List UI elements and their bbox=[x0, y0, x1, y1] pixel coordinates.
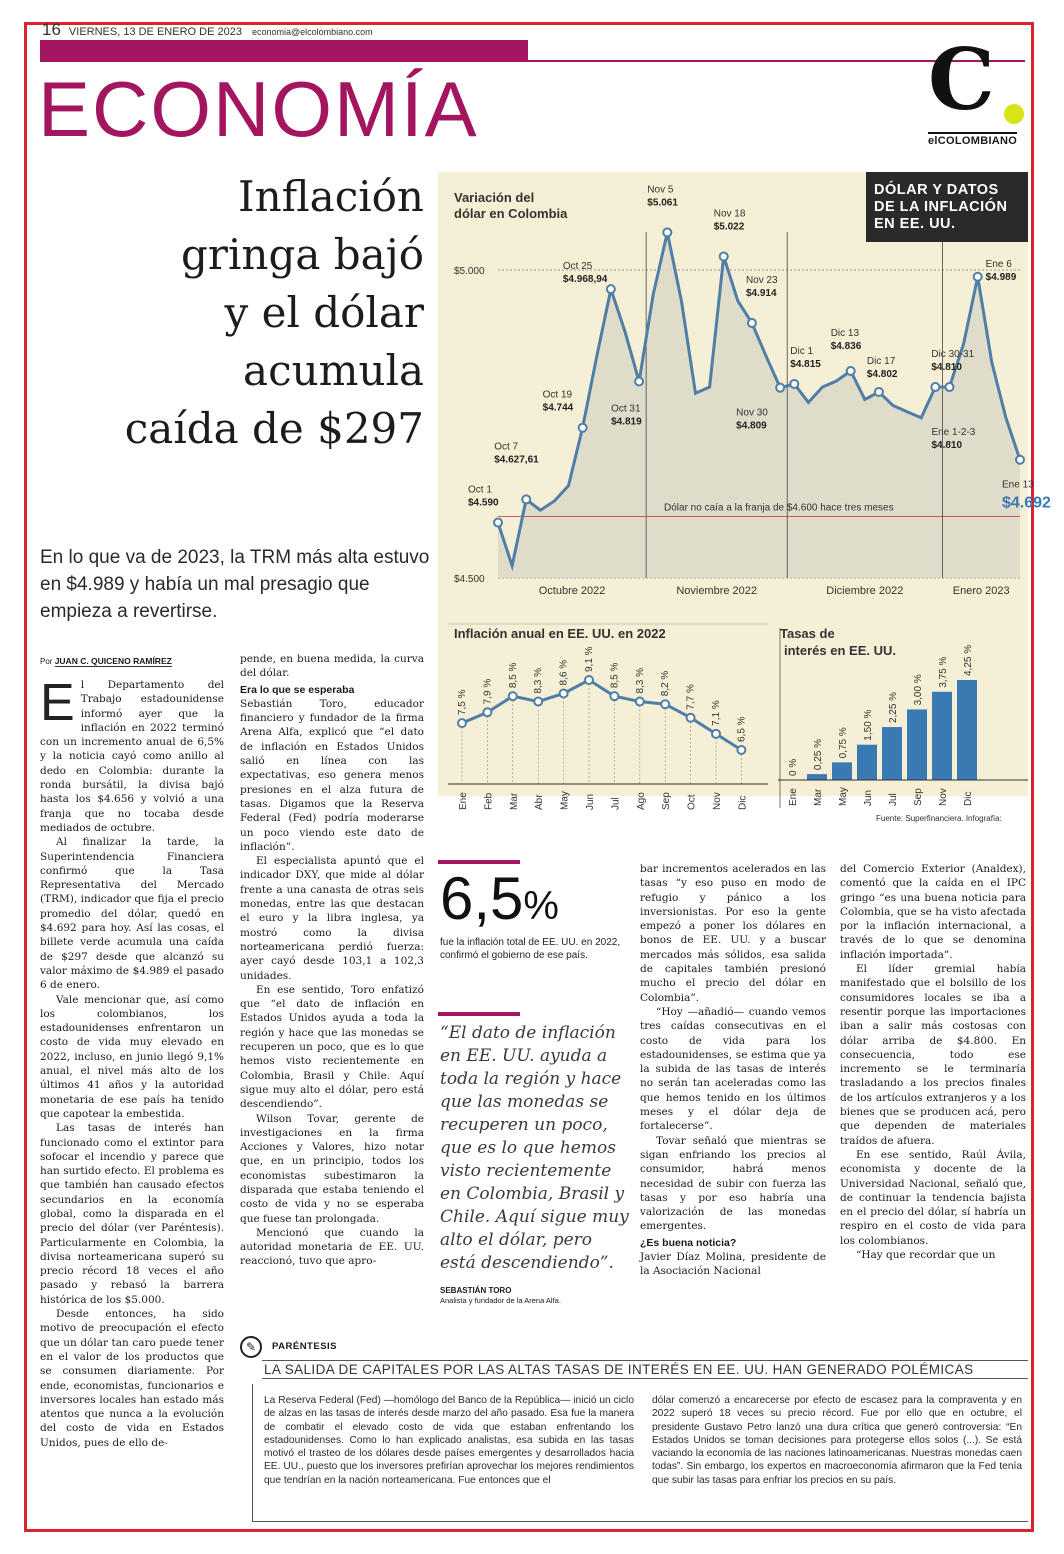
data-point bbox=[847, 367, 855, 375]
data-point bbox=[776, 384, 784, 392]
data-point bbox=[720, 252, 728, 260]
quote-attribution bbox=[440, 1286, 561, 1306]
data-point bbox=[945, 383, 953, 391]
point-value-label: $4.809 bbox=[736, 420, 767, 432]
data-label: 3,00 % bbox=[913, 674, 924, 706]
data-label: 8,2 % bbox=[660, 670, 672, 697]
subheading: ¿Es buena noticia? bbox=[640, 1236, 737, 1249]
point-value-label: $4.692 bbox=[1002, 494, 1051, 512]
infographic bbox=[438, 172, 1051, 810]
data-point bbox=[712, 730, 720, 738]
point-date-label: Oct 1 bbox=[468, 484, 492, 496]
data-label: 8,3 % bbox=[533, 667, 545, 694]
y-tick-label: $4.500 bbox=[454, 574, 485, 585]
x-tick-label: Nov bbox=[938, 788, 949, 806]
data-point bbox=[636, 698, 644, 706]
x-month-label: Diciembre 2022 bbox=[826, 585, 904, 597]
x-tick-label: Jul bbox=[610, 797, 622, 810]
x-tick-label: Ene bbox=[458, 792, 469, 810]
chart-title: Inflación anual en EE. UU. en 2022 bbox=[454, 626, 666, 641]
x-month-label: Octubre 2022 bbox=[538, 585, 606, 597]
x-tick-label: Sep bbox=[913, 788, 924, 806]
folio bbox=[42, 20, 373, 40]
logo-name: elCOLOMBIANO bbox=[928, 132, 1017, 147]
dropcap: E bbox=[40, 674, 75, 732]
y-tick-label: $5.000 bbox=[454, 266, 485, 277]
data-point bbox=[661, 700, 669, 708]
x-tick-label: Ene bbox=[788, 788, 799, 806]
byline-author: JUAN C. QUICENO RAMÍREZ bbox=[54, 656, 172, 666]
badge-line: DE LA INFLACIÓN bbox=[874, 199, 1008, 215]
article-paragraph: En ese sentido, Toro enfatizó que “el dato de inflación en Estados Unidos ayuda a toda la región y hace que las monedas se recuperen un poco, que es lo que hemos visto recientemente en Colombia, Brasil y Chile. Aquí sigue muy alto el dólar, pero está descendiendo”. bbox=[240, 983, 424, 1111]
stat-figure bbox=[440, 866, 559, 939]
data-point bbox=[1016, 456, 1024, 464]
point-date-label: Oct 7 bbox=[494, 441, 519, 453]
x-tick-label: Nov bbox=[712, 792, 723, 810]
article-paragraph: En ese sentido, Raúl Ávila, economista y docente de la Universidad Nacional, señaló que, de continuar la tendencia bajista en el precio del dólar, sí habría un respiro en el costo de vida para los colombianos. bbox=[840, 1148, 1026, 1247]
point-date-label: Nov 5 bbox=[647, 184, 674, 196]
logo-letter: C bbox=[928, 30, 995, 129]
article-paragraph: Sebastián Toro, educador financiero y fundador de la firma Arena Alfa, explicó que “el dato de inflación en Estados Unidos salió en línea con las expectativas, eso genera menos presiones en el alza futura de tasas. Digamos que la Reserva Federal (Fed) podría moderarse un poco viendo este dato de inflación”. bbox=[240, 697, 424, 853]
chart-title: Variación del bbox=[454, 190, 535, 205]
point-value-label: $4.590 bbox=[468, 497, 499, 509]
data-point bbox=[875, 388, 883, 396]
newspaper-logo bbox=[922, 30, 1028, 150]
data-label: 7,1 % bbox=[711, 700, 722, 726]
data-label: 7,7 % bbox=[685, 684, 697, 710]
point-date-label: Oct 25 bbox=[562, 261, 593, 273]
point-value-label: $4.810 bbox=[931, 440, 963, 452]
data-point bbox=[790, 380, 798, 388]
article-column-4 bbox=[840, 862, 1026, 1262]
point-date-label: Ene 13 bbox=[1002, 479, 1034, 491]
data-point bbox=[737, 746, 745, 754]
x-tick-label: Jul bbox=[888, 793, 899, 806]
data-label: 8,6 % bbox=[558, 659, 570, 686]
point-date-label: Nov 30 bbox=[736, 407, 768, 419]
subhead: En lo que va de 2023, la TRM más alta estuvo en $4.989 y había un mal presagio que empieza a revertirse. bbox=[40, 547, 430, 622]
article-paragraph: “Hoy —añadió— cuando vemos tres caídas consecutivas en el costo de vida para los estadounidenses, se estima que ya la subida de las tasas de interés no serán tan aceleradas como las que hemos tenido en los últimos meses y el dólar deja de fortalecerse”. bbox=[640, 1005, 826, 1133]
article-paragraph: Desde entonces, ha sido motivo de preocupación el efecto que un dólar tan caro puede tener en el valor de los productos que se consumen diariamente. Por ende, economistas, funcionarios e inversores locales han estado más atentos que nunca a la evolución del costo de vida en Estados Unidos, pues de ello de- bbox=[40, 1308, 224, 1449]
data-point bbox=[607, 285, 615, 293]
data-point bbox=[534, 698, 542, 706]
headline-line: caída de $297 bbox=[124, 404, 424, 453]
data-point bbox=[635, 377, 643, 385]
data-point bbox=[585, 676, 593, 684]
data-label: 8,5 % bbox=[609, 662, 621, 689]
bar bbox=[832, 762, 852, 780]
point-date-label: Nov 23 bbox=[745, 274, 778, 286]
x-month-label: Enero 2023 bbox=[952, 585, 1010, 597]
data-point bbox=[522, 495, 530, 503]
point-date-label: Dic 30-31 bbox=[931, 349, 975, 361]
article-paragraph: Las tasas de interés han funcionado como el extintor para sofocar el incendio y parece que han surtido efecto. El problema es que también han causado efectos secundarios en la economía global, como la disparada en el precio del dólar (ver Paréntesis). Particularmente en Colombia, la divisa norteamericana superó su precio récord 18 veces el año pasado y rebasó la barrera histórica de los $5.000. bbox=[40, 1122, 224, 1306]
point-value-label: $5.022 bbox=[713, 221, 745, 233]
point-value-label: $4.802 bbox=[866, 368, 898, 380]
data-point bbox=[974, 273, 982, 281]
x-tick-label: Mar bbox=[508, 792, 520, 810]
byline bbox=[40, 656, 172, 666]
bar bbox=[807, 774, 827, 780]
article-paragraph: El líder gremial había manifestado que el bolsillo de los consumidores locales se iba a resentir porque las importaciones iban a salir más costosas con dólar arriba de $4.800. En consecuencia, todo ese incremento se le terminaría trasladando a los precios finales de los artículos extranjeros y a los bienes que se producen acá, pero que dependen de materiales traídos de afuera. bbox=[840, 963, 1026, 1147]
bar bbox=[882, 727, 902, 780]
bar bbox=[907, 709, 927, 780]
data-point bbox=[494, 519, 502, 527]
x-tick-label: Sep bbox=[661, 792, 673, 810]
data-label: 7,5 % bbox=[457, 689, 468, 716]
article-column-3 bbox=[640, 862, 826, 1279]
parentesis-title: LA SALIDA DE CAPITALES POR LAS ALTAS TASAS DE INTERÉS EN EE. UU. HAN GENERADO POLÉMICAS bbox=[262, 1360, 1028, 1379]
x-tick-label: Dic bbox=[737, 795, 749, 810]
stat-rule bbox=[438, 860, 520, 864]
point-date-label: Dic 13 bbox=[830, 328, 860, 340]
infographic-charts bbox=[438, 172, 1051, 810]
data-point bbox=[687, 714, 695, 722]
point-value-label: $4.836 bbox=[830, 341, 862, 353]
graphic-source: Fuente: Superfinanciera. Infografía: bbox=[876, 814, 1002, 823]
data-point bbox=[458, 719, 466, 727]
point-value-label: $4.968,94 bbox=[562, 274, 608, 286]
logo-dot bbox=[1004, 104, 1024, 124]
data-point bbox=[931, 383, 939, 391]
stat-value: 6,5 bbox=[440, 865, 524, 932]
data-label: 8,5 % bbox=[507, 662, 519, 689]
article-paragraph: Al finalizar la tarde, la Superintendencia Financiera confirmó que la Tasa Representativa del Mercado (TRM), indicador que fija el precio promedio del dólar, quedó en $4.692 para hoy. Así las cosas, el billete verde acumula una caída de $297 desde que alcanzó su valor máximo de $4.989 el pasado 6 de enero. bbox=[40, 836, 224, 992]
point-date-label: Oct 31 bbox=[611, 403, 641, 415]
data-label: 1,50 % bbox=[863, 709, 874, 741]
point-value-label: $4.914 bbox=[745, 287, 777, 299]
point-date-label: Ene 1-2-3 bbox=[931, 427, 976, 439]
point-value-label: $4.989 bbox=[985, 271, 1017, 283]
chart-title: Tasas de bbox=[780, 626, 835, 641]
infographic-badge bbox=[866, 172, 1028, 242]
pull-quote: “El dato de inflación en EE. UU. ayuda a toda la región y hace que las monedas se recuperen un poco, que es lo que hemos visto recientemente en Colombia, Brasil y Chile. Aquí sigue muy alto el dólar, pero está descendiendo”. bbox=[440, 1023, 629, 1273]
quote-rule bbox=[438, 1012, 520, 1016]
chart-title: dólar en Colombia bbox=[454, 206, 568, 221]
data-point bbox=[579, 424, 587, 432]
quote-author: SEBASTIÁN TORO bbox=[440, 1286, 512, 1295]
data-label: 0 % bbox=[788, 758, 799, 776]
point-date-label: Ene 6 bbox=[985, 258, 1012, 270]
data-label: 0,25 % bbox=[813, 738, 824, 771]
bar bbox=[957, 680, 977, 780]
badge-line: DÓLAR Y DATOS bbox=[874, 182, 999, 198]
headline-line: gringa bajó bbox=[181, 230, 424, 279]
data-label: 4,25 % bbox=[963, 644, 974, 676]
data-point bbox=[509, 692, 517, 700]
point-date-label: Dic 1 bbox=[790, 345, 814, 357]
stat-caption: fue la inflación total de EE. UU. en 2022, confirmó el gobierno de ese país. bbox=[440, 937, 621, 961]
article-paragraph bbox=[40, 674, 224, 835]
headline bbox=[40, 168, 424, 458]
edition-date: VIERNES, 13 DE ENERO DE 2023 bbox=[68, 26, 242, 38]
section-email: economia@elcolombiano.com bbox=[251, 27, 373, 37]
article-paragraph: bar incrementos acelerados en las tasas “y eso puso en modo de refugio y pánico a los inversionistas. Por eso la gente empezó a poner los dólares en bonos de EE. UU. y a buscar mercados más sólidos, esa salida de capitales también presionó mucho el precio del dólar en Colombia”. bbox=[640, 863, 826, 1004]
data-label: 8,3 % bbox=[634, 667, 646, 694]
subheading: Era lo que se esperaba bbox=[240, 683, 355, 696]
x-tick-label: Jun bbox=[863, 789, 874, 806]
parentesis-label: PARÉNTESIS bbox=[272, 1341, 338, 1352]
article-paragraph: Mencionó que cuando la autoridad monetaria de EE. UU. reaccionó, tuvo que apro- bbox=[240, 1226, 424, 1268]
byline-prefix: Por bbox=[40, 657, 53, 666]
data-point bbox=[483, 708, 491, 716]
article-paragraph: “Hay que recordar que un bbox=[856, 1249, 996, 1262]
x-tick-label: Feb bbox=[483, 792, 495, 810]
badge-line: EN EE. UU. bbox=[874, 216, 956, 232]
article-paragraph: Vale mencionar que, así como los colombianos, los estadounidenses enfrentaron un costo de vida muy elevado en 2022, incluso, en junio llegó 9,1% anual, el nivel más alto de los últimos 41 años y la autoridad monetaria de ese país ha tenido que capotear la embestida. bbox=[40, 993, 224, 1120]
quote-role: Analista y fundador de la Arena Alfa. bbox=[440, 1296, 561, 1305]
x-tick-label: Dic bbox=[963, 791, 974, 806]
x-month-label: Noviembre 2022 bbox=[676, 585, 758, 597]
x-tick-label: May bbox=[838, 787, 849, 806]
pencil-icon: ✎ bbox=[240, 1336, 262, 1358]
point-value-label: $4.627,61 bbox=[494, 454, 539, 466]
article-paragraph: Tovar señaló que mientras se sigan enfriando los precios al consumidor, habrá menos necesidad de subir con fuerza las tasas y por eso habría una valorización de las monedas emergentes. bbox=[640, 1134, 826, 1233]
data-label: 6,5 % bbox=[736, 716, 748, 742]
line-series bbox=[462, 680, 741, 750]
stat-unit: % bbox=[523, 884, 559, 928]
bar bbox=[932, 692, 952, 780]
parentesis-column-1: La Reserva Federal (Fed) —homólogo del Banco de la República— inició un ciclo de alzas en las tasas de interés desde marzo del año pasado. Esa fue la manera de combatir el elevado costo de vida que estaban enfrentando los estadounidenses. Como lo han explicado analistas, esa subida en las tasas motivó el trasteo de los dólares desde países emergentes y desarrollados hacia EE. UU., puesto que los inversores prefirían aprovechar los mejores rendimientos que tendrían en la nación norteamericana. Fue entonces que el bbox=[264, 1395, 634, 1486]
x-tick-label: Ago bbox=[635, 792, 647, 810]
point-date-label: Dic 17 bbox=[866, 355, 896, 367]
point-value-label: $4.815 bbox=[790, 358, 821, 370]
article-paragraph: pende, en buena medida, la curva del dólar. bbox=[240, 653, 424, 680]
parentesis-column-2: dólar comenzó a encarecerse por efecto de escasez para la compraventa y en 2022 superó 18 veces su precio récord. Fue por ello que en octubre, el presidente Gustavo Petro lanzó una dura crítica que generó controversia: “En Estados Unidos se toman decisiones para protegerse ellos solos (...). Se está vaciando la economía de las naciones latinoamericanas. Nuestras monedas caen todas”. Sin embargo, los expertos en macroeconomía afirmaron que la Fed tenía que subir las tasas para enfriar los precios en su país. bbox=[652, 1395, 1022, 1486]
point-value-label: $4.744 bbox=[542, 402, 574, 414]
point-value-label: $4.810 bbox=[931, 362, 962, 374]
x-tick-label: Jun bbox=[585, 793, 596, 810]
x-tick-label: Abr bbox=[534, 794, 546, 810]
bar bbox=[857, 745, 877, 780]
x-tick-label: May bbox=[559, 791, 571, 810]
point-value-label: $5.061 bbox=[647, 197, 678, 209]
data-point bbox=[560, 689, 568, 697]
x-tick-label: Oct bbox=[686, 794, 698, 810]
headline-line: Inflación bbox=[238, 172, 424, 221]
headline-line: acumula bbox=[243, 346, 424, 395]
data-label: 3,75 % bbox=[938, 656, 949, 688]
chart-title: interés en EE. UU. bbox=[784, 643, 896, 658]
article-paragraph: del Comercio Exterior (Analdex), comentó que la caída en el IPC gringo “es una buena noticia para Colombia, que se ha visto afectada por la inflación internacional, a través de lo que se denomina inflación importada”. bbox=[840, 863, 1026, 961]
data-point bbox=[610, 692, 618, 700]
page-number: 16 bbox=[42, 20, 61, 39]
data-label: 9,1 % bbox=[584, 646, 595, 672]
paragraph-text: l Departamento del Trabajo estadounidense informó ayer que la inflación en 2022 terminó con un incremento anual de 6,5% y la noticia cayó como anillo al dedo en Colombia: durante la ronda bursátil, la divisa bajó hasta los $4.656 y volvió a una franja que no tocaba desde mediados de octubre. bbox=[40, 679, 224, 834]
data-point bbox=[748, 319, 756, 327]
section-title: ECONOMÍA bbox=[38, 65, 479, 153]
data-label: 7,9 % bbox=[482, 678, 494, 705]
section-color-bar bbox=[40, 40, 528, 60]
headline-line: y el dólar bbox=[224, 288, 424, 337]
data-point bbox=[663, 228, 671, 236]
article-paragraph: Wilson Tovar, gerente de investigaciones en la firma Acciones y Valores, hizo notar que, en un principio, todos los economistas subestimaron la disparada que estaba teniendo el costo de vida y no se esperaba que fuese tan prolongada. bbox=[240, 1112, 424, 1225]
point-date-label: Nov 18 bbox=[713, 208, 746, 220]
point-value-label: $4.819 bbox=[611, 416, 642, 428]
data-label: 2,25 % bbox=[888, 691, 899, 724]
article-paragraph: El especialista apuntó que el indicador DXY, que mide al dólar frente a una canasta de otras seis monedas, entre las que destacan el euro y la libra inglesa, ya mostró como la divisa norteamericana perdió fuerza: ayer cayó desde 103,1 a 102,3 unidades. bbox=[240, 855, 424, 982]
section-rule bbox=[40, 60, 1025, 62]
x-tick-label: Mar bbox=[813, 788, 824, 806]
article-paragraph: Javier Díaz Molina, presidente de la Asociación Nacional bbox=[640, 1251, 826, 1278]
article-column-2 bbox=[240, 652, 424, 1269]
reference-label: Dólar no caía a la franja de $4.600 hace tres meses bbox=[664, 502, 894, 514]
data-label: 0,75 % bbox=[838, 727, 849, 759]
article-column-1 bbox=[40, 674, 224, 1450]
point-date-label: Oct 19 bbox=[542, 389, 573, 401]
